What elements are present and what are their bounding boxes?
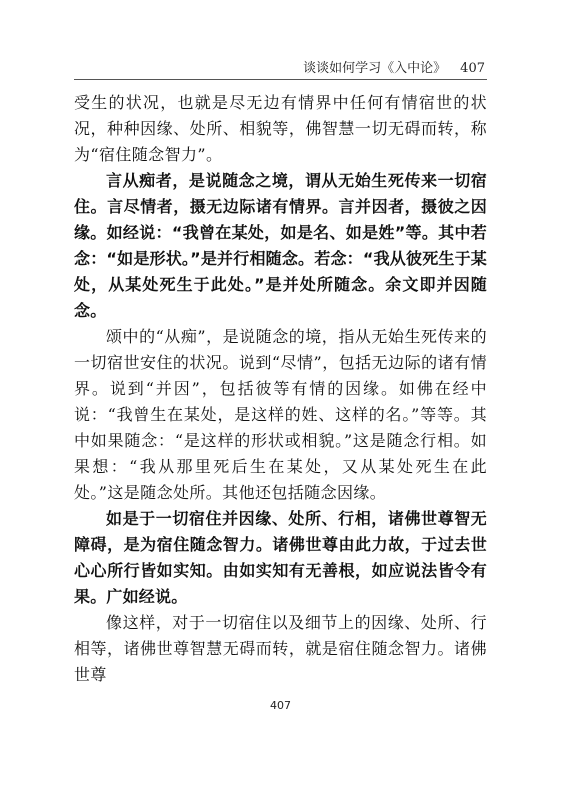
running-header-title: 谈谈如何学习《入中论》 bbox=[303, 61, 447, 76]
page-body bbox=[74, 90, 487, 688]
paragraph: 受生的状况，也就是尽无边有情界中任何有情宿世的状况，种种因缘、处所、相貌等，佛智慧一切无碍而转，称为“宿住随念智力”。 bbox=[74, 93, 487, 164]
running-header bbox=[303, 57, 485, 76]
running-header-page-number: 407 bbox=[460, 61, 485, 76]
paragraph: 像这样，对于一切宿住以及细节上的因缘、处所、行相等，诸佛世尊智慧无碍而转，就是宿住随念智力。诸佛世尊 bbox=[74, 613, 487, 684]
footer-page-number: 407 bbox=[270, 699, 291, 712]
paragraph: 言从痴者，是说随念之境，谓从无始生死传来一切宿住。言尽情者，摄无边际诸有情界。言并因者，摄彼之因缘。如经说：“我曾在某处，如是名、如是姓”等。其中若念：“如是形状。”是并行相随念。若念：“我从彼死生于某处，从某处死生于此处。”是并处所随念。余文即并因随念。 bbox=[74, 171, 487, 320]
header-rule bbox=[74, 79, 487, 80]
paragraph: 如是于一切宿住并因缘、处所、行相，诸佛世尊智无障碍，是为宿住随念智力。诸佛世尊由此力故，于过去世心心所行皆如实知。由如实知有无善根，如应说法皆令有果。广如经说。 bbox=[74, 509, 487, 606]
paragraph: 颂中的“从痴”，是说随念的境，指从无始生死传来的一切宿世安住的状况。说到“尽情”，包括无边际的诸有情界。说到“并因”，包括彼等有情的因缘。如佛在经中说：“我曾生在某处，是这样的姓、这样的名。”等等。其中如果随念：“是这样的形状或相貌。”这是随念行相。如果想：“我从那里死后生在某处，又从某处死生在此处。”这是随念处所。其他还包括随念因缘。 bbox=[74, 327, 487, 502]
